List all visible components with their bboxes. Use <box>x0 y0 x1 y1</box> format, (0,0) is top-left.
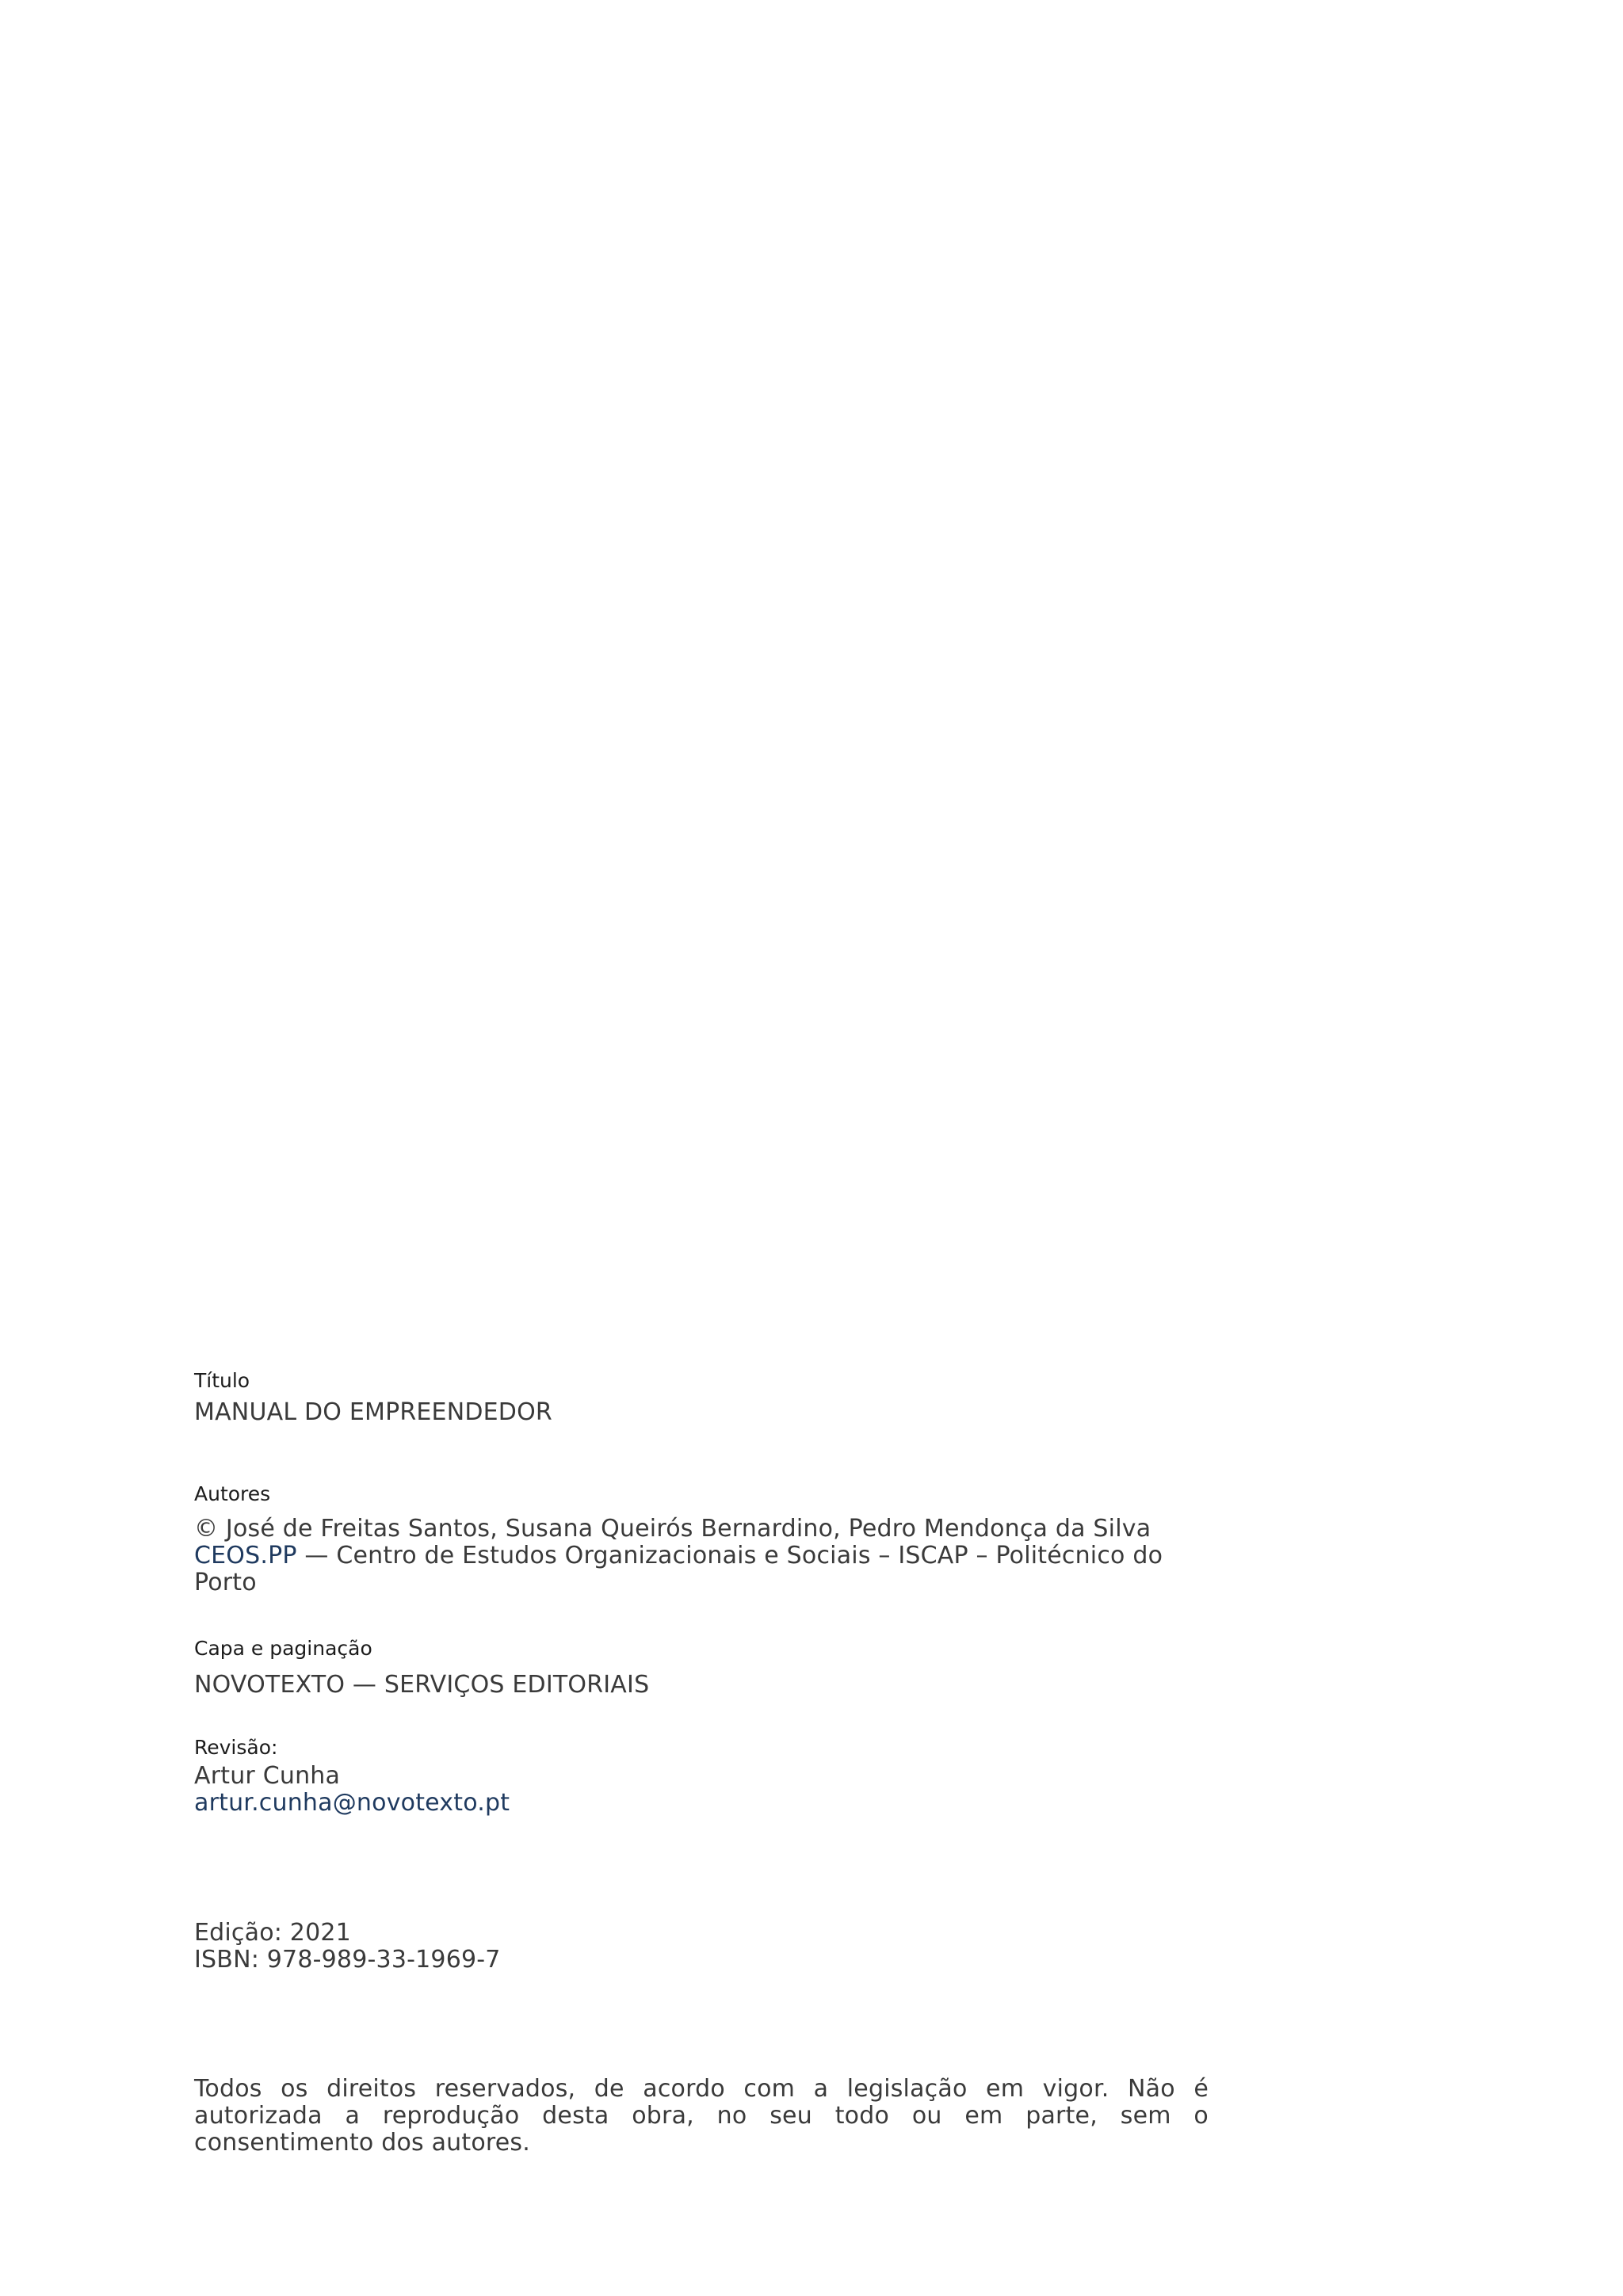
isbn: ISBN: 978-989-33-1969-7 <box>194 1946 501 1974</box>
edition-section <box>194 1920 1209 1974</box>
reviser-email-line <box>194 1790 1209 1817</box>
book-title: MANUAL DO EMPREENDEDOR <box>194 1398 552 1426</box>
cover-label: Capa e paginação <box>194 1637 372 1660</box>
institution-name: — Centro de Estudos Organizacionais e Sociais – ISCAP – Politécnico do Porto <box>194 1542 1163 1596</box>
authors-section <box>194 1482 1209 1596</box>
cover-publisher: NOVOTEXTO — SERVIÇOS EDITORIAIS <box>194 1671 650 1699</box>
institution-line <box>194 1543 1209 1596</box>
revision-section <box>194 1736 1209 1817</box>
rights-section <box>194 2076 1209 2157</box>
title-section <box>194 1369 1209 1426</box>
revision-label: Revisão: <box>194 1736 278 1759</box>
rights-notice: Todos os direitos reservados, de acordo com a legislação em vigor. Não é autorizada a reprodução desta obra, no seu todo ou em parte, sem o consentimento dos autores. <box>194 2075 1209 2157</box>
title-label: Título <box>194 1369 250 1392</box>
reviser-name: Artur Cunha <box>194 1762 341 1790</box>
institution-link[interactable]: CEOS.PP <box>194 1542 297 1569</box>
reviser-email-link[interactable]: artur.cunha@novotexto.pt <box>194 1789 510 1817</box>
edition-year: Edição: 2021 <box>194 1919 351 1947</box>
cover-section <box>194 1637 1209 1699</box>
author-names: © José de Freitas Santos, Susana Queirós Bernardino, Pedro Mendonça da Silva <box>194 1515 1151 1543</box>
authors-label: Autores <box>194 1482 271 1505</box>
